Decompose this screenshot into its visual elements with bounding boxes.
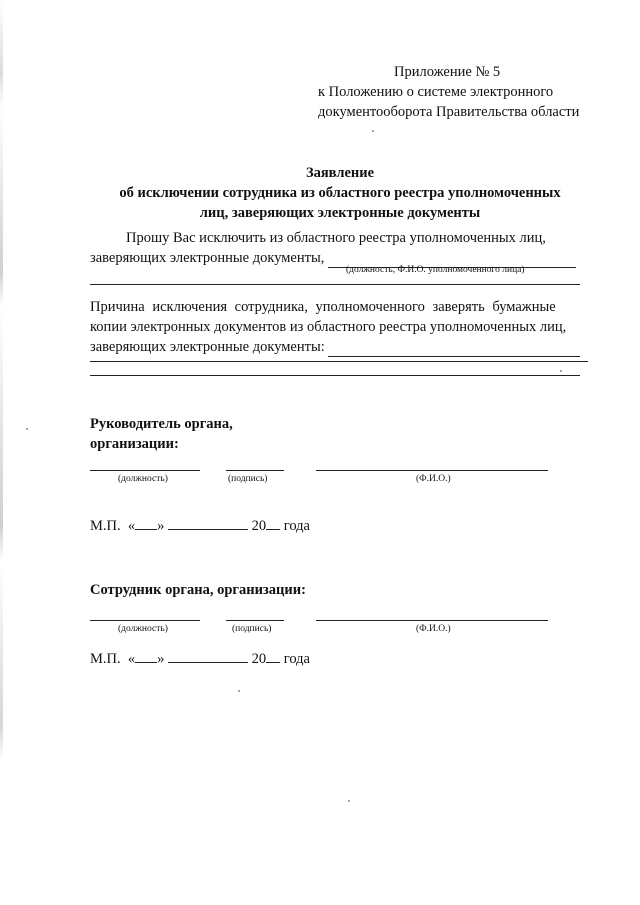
year-suffix: года [283,518,310,534]
appendix-reference-line1: к Положению о системе электронного [318,84,554,100]
close-quote: » [157,518,165,534]
head-section-title [90,414,233,454]
head-title-line2: организации: [90,436,179,452]
employee-name-caption: (Ф.И.О.) [416,624,451,634]
close-quote: » [157,651,165,667]
request-text-line2: заверяющих электронные документы, [90,250,325,266]
title-line3: лиц, заверяющих электронные документы [199,205,481,221]
year-prefix: 20 [251,518,267,534]
scan-edge-shadow [0,0,3,905]
scan-speck [560,370,562,372]
open-quote: « [127,518,136,534]
head-name-line[interactable] [316,470,548,471]
request-continuation-line[interactable] [90,284,580,285]
year-prefix: 20 [251,651,267,667]
head-position-caption: (должность) [118,474,168,484]
appendix-header [318,62,618,122]
scan-speck [238,690,240,692]
employee-section-title: Сотрудник органа, организации: [90,582,306,598]
document-title [80,163,600,223]
year-blank[interactable] [266,515,280,530]
position-name-caption: (должность, Ф.И.О. уполномоченного лица) [346,265,525,275]
employee-position-line[interactable] [90,620,200,621]
day-blank[interactable] [135,515,157,530]
reason-blank[interactable] [328,341,580,357]
month-blank[interactable] [168,515,248,530]
scan-speck [372,130,374,132]
request-line2 [90,248,588,275]
head-signature-line[interactable] [226,470,284,471]
reason-blank-line3[interactable] [90,375,580,376]
year-suffix: года [283,651,310,667]
year-blank[interactable] [266,648,280,663]
employee-signature-caption: (подпись) [232,624,272,634]
title-line2: об исключении сотрудника из областного реестра уполномоченных [119,185,561,201]
scan-speck [26,428,28,430]
title-line1: Заявление [305,165,375,181]
head-title-line1: Руководитель органа, [90,416,233,432]
employee-signature-line[interactable] [226,620,284,621]
request-text-line1: Прошу Вас исключить из областного реестра уполномоченных лиц, [126,230,546,246]
head-position-line[interactable] [90,470,200,471]
month-blank[interactable] [168,648,248,663]
scan-speck [348,800,350,802]
employee-stamp-date-row [90,648,310,669]
day-blank[interactable] [135,648,157,663]
reason-text-line3: заверяющих электронные документы: [90,339,325,355]
appendix-number: Приложение № 5 [394,64,501,80]
head-signature-caption: (подпись) [228,474,268,484]
reason-paragraph [90,297,588,359]
stamp-place-label: М.П. [90,518,121,534]
reason-blank-line2[interactable] [90,361,588,362]
stamp-place-label: М.П. [90,651,121,667]
request-paragraph [90,228,588,275]
head-name-caption: (Ф.И.О.) [416,474,451,484]
employee-name-line[interactable] [316,620,548,621]
head-stamp-date-row [90,515,310,536]
reason-line3 [90,337,588,359]
appendix-reference-line2: документооборота Правительства области [318,104,580,120]
reason-text-line2: копии электронных документов из областного реестра уполномоченных лиц, [90,319,567,335]
open-quote: « [127,651,136,667]
employee-position-caption: (должность) [118,624,168,634]
reason-text-line1: Причина исключения сотрудника, уполномоченного заверять бумажные [90,299,556,315]
